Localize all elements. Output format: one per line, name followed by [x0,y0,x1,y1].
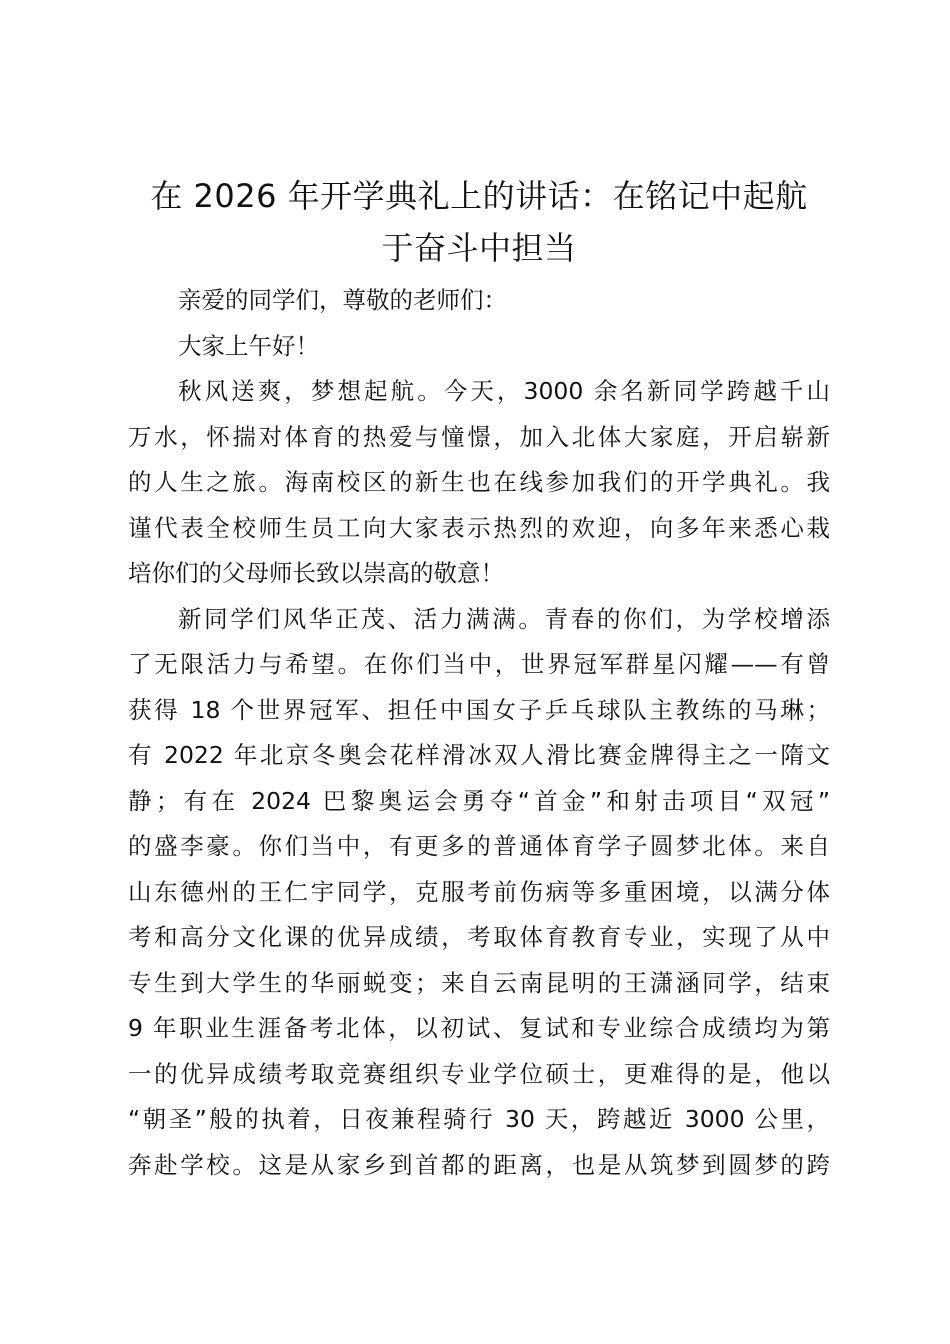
text-line: 的人生之旅。海南校区的新生也在线参加我们的开学典礼。我 [128,468,830,496]
text-line: 了无限活力与希望。在你们当中，世界冠军群星闪耀——有曾 [128,650,830,678]
greeting-paragraph [128,324,830,370]
text-line: 静；有在 2024 巴黎奥运会勇夺“首金”和射击项目“双冠” [128,786,830,815]
text-line: “朝圣”般的执着，日夜兼程骑行 30 天，跨越近 3000 公里， [128,1105,830,1133]
text-line: 大家上午好！ [178,331,319,360]
text-line: 专生到大学生的华丽蜕变；来自云南昆明的王潇涵同学，结束 [128,968,830,997]
text-line: 有 2022 年北京冬奥会花样滑冰双人滑比赛金牌得主之一隋文 [128,741,830,769]
text-line: 秋风送爽，梦想起航。今天，3000 余名新同学跨越千山 [178,377,830,405]
text-line: 奔赴学校。这是从家乡到首都的距离，也是从筑梦到圆梦的跨 [128,1150,830,1179]
salutation-paragraph [128,278,830,324]
document-body [128,278,830,1188]
text-line: 获得 18 个世界冠军、担任中国女子乒乓球队主教练的马琳； [128,695,830,724]
text-line: 亲爱的同学们，尊敬的老师们： [178,286,507,314]
title-line-1: 在 2026 年开学典礼上的讲话：在铭记中起航 [150,177,808,215]
text-line: 万水，怀揣对体育的热爱与憧憬，加入北体大家庭，开启崭新 [128,422,830,451]
document-title [128,170,830,274]
text-line: 考和高分文化课的优异成绩，考取体育教育专业，实现了从中 [128,923,830,951]
welcome-paragraph [128,369,830,597]
text-line: 山东德州的王仁宇同学，克服考前伤病等多重困境，以满分体 [128,877,830,906]
text-line: 培你们的父母师长致以崇高的敬意！ [128,559,504,587]
text-line: 新同学们风华正茂、活力满满。青春的你们，为学校增添 [178,604,830,633]
document-page [128,170,830,1188]
text-line: 谨代表全校师生员工向大家表示热烈的欢迎，向多年来悉心栽 [128,513,830,542]
text-line: 一的优异成绩考取竞赛组织专业学位硕士，更难得的是，他以 [128,1059,830,1088]
text-line: 的盛李豪。你们当中，有更多的普通体育学子圆梦北体。来自 [128,832,830,860]
title-line-2: 于奋斗中担当 [381,229,577,267]
students-paragraph [128,597,830,1189]
text-line: 9 年职业生涯备考北体，以初试、复试和专业综合成绩均为第 [128,1014,830,1042]
